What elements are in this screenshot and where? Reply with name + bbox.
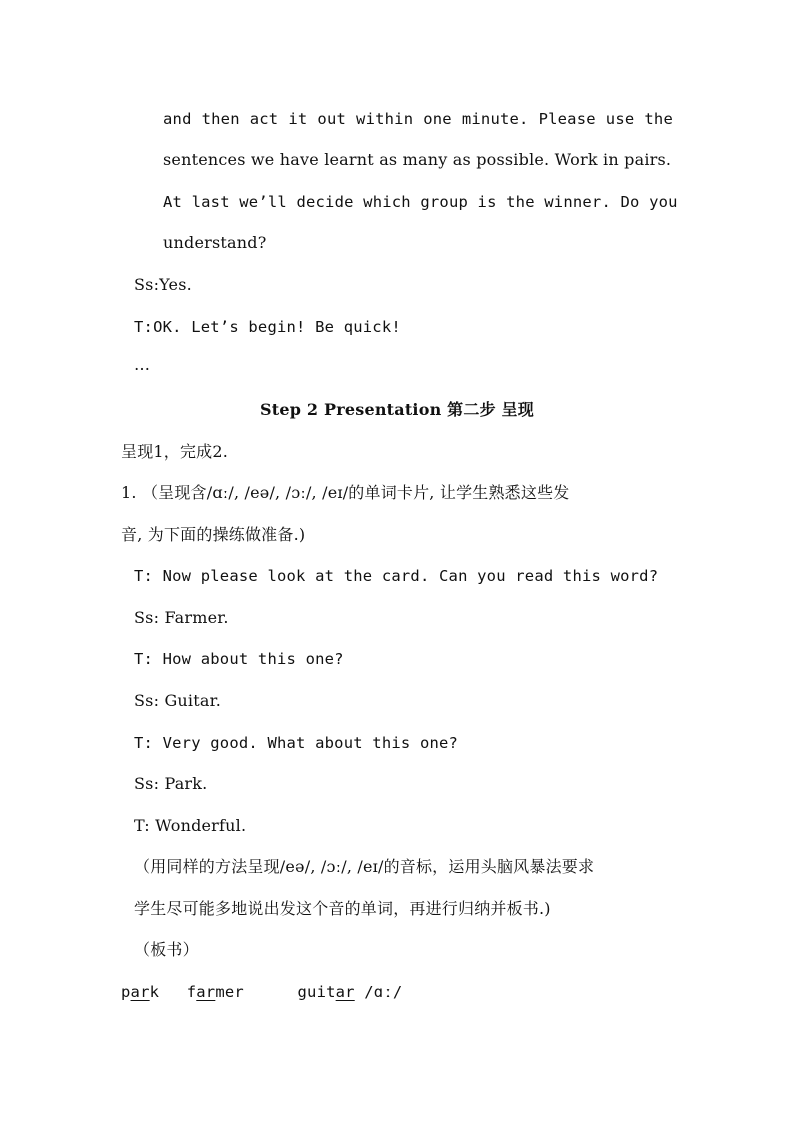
step-heading: Step 2 Presentation 第二步 呈现	[260, 400, 534, 419]
dialogue-line: Ss: Farmer.	[134, 608, 229, 627]
board-label: （板书）	[134, 940, 199, 959]
board-word-guitar: guitar	[297, 983, 355, 1001]
board-word-farmer: farmer	[186, 983, 244, 1001]
instruction-line-4: understand?	[163, 233, 267, 252]
instruction-line-3: At last we’ll decide which group is the winner. Do you	[163, 193, 678, 211]
instruction-line-1: and then act it out within one minute. Please use the	[163, 110, 673, 128]
dialogue-line: T: Wonderful.	[134, 816, 247, 835]
item1-line-1: 1. （呈现含/ɑː/, /eə/, /ɔː/, /eɪ/的单词卡片, 让学生熟悉这些发	[121, 483, 570, 502]
dialogue-line: T:OK. Let’s begin! Be quick!	[134, 318, 401, 336]
board-phonetic: /ɑː/	[364, 983, 403, 1001]
board-word-park: park	[121, 983, 160, 1001]
note-line-1: （用同样的方法呈现/eə/, /ɔː/, /eɪ/的音标，运用头脑风暴法要求	[134, 857, 595, 876]
dialogue-line: T: How about this one?	[134, 650, 344, 668]
ellipsis: …	[134, 355, 151, 374]
dialogue-line: Ss: Park.	[134, 774, 208, 793]
dialogue-line: Ss:Yes.	[134, 275, 192, 294]
subtitle: 呈现1，完成2.	[121, 442, 229, 461]
dialogue-line: Ss: Guitar.	[134, 691, 221, 710]
instruction-line-2: sentences we have learnt as many as possible. Work in pairs.	[163, 150, 672, 169]
board-words	[121, 982, 402, 1002]
dialogue-line: T: Now please look at the card. Can you read this word?	[134, 567, 659, 585]
dialogue-line: T: Very good. What about this one?	[134, 734, 459, 752]
item1-line-2: 音, 为下面的操练做准备.)	[121, 525, 306, 544]
note-line-2: 学生尽可能多地说出发这个音的单词，再进行归纳并板书.)	[134, 899, 551, 918]
